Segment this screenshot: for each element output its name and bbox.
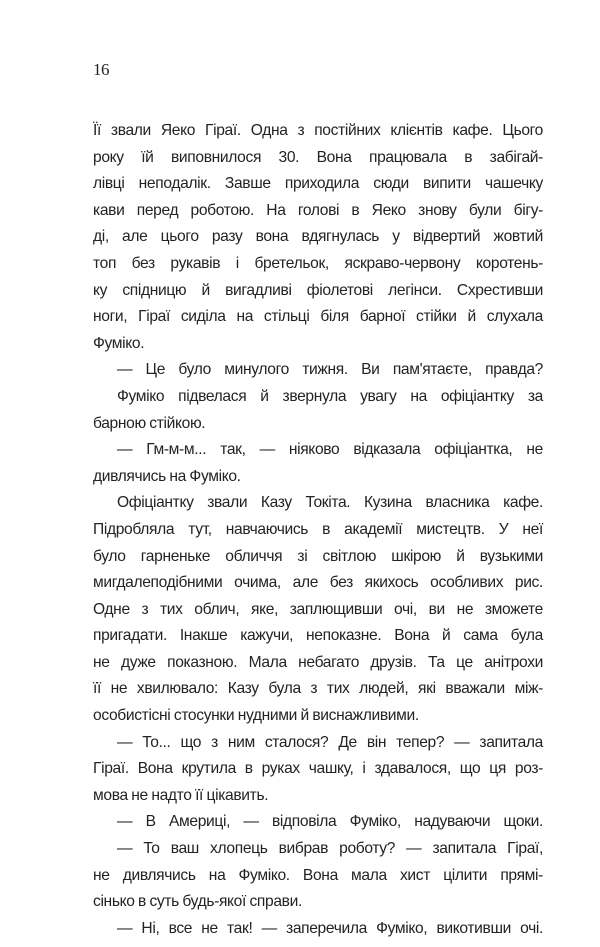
- text-line: не дуже показною. Мала небагато друзів. Та це анітрохи: [93, 653, 543, 671]
- text-line: ноги, Гіраї сиділа на стільці біля барної стійки й слухала: [93, 308, 543, 326]
- text-line: року їй виповнилося 30. Вона працювала в забігай-: [93, 148, 543, 166]
- page-number: 16: [93, 60, 109, 79]
- text-line: — Гм-м-м... так, — ніяково відказала офіціантка, не: [117, 441, 543, 459]
- text-line: Офіціантку звали Казу Токіта. Кузина власника кафе.: [117, 494, 543, 512]
- text-line: — То ваш хлопець вибрав роботу? — запитала Гіраї,: [117, 840, 543, 858]
- text-line: кави перед роботою. На голові в Яеко знову були бігу-: [93, 201, 543, 219]
- text-line: дивлячись на Фуміко.: [93, 467, 241, 485]
- text-line: лівці неподалік. Завше приходила сюди випити чашечку: [93, 175, 543, 193]
- text-line: не дивлячись на Фуміко. Вона мала хист цілити прямі-: [93, 866, 543, 884]
- text-line: Підробляла тут, навчаючись в академії мистецтв. У неї: [93, 520, 543, 538]
- text-line: ді, але цього разу вона вдягнулась у відвертий жовтий: [93, 228, 543, 246]
- text-line: Одне з тих облич, яке, заплющивши очі, ви не зможете: [93, 600, 543, 618]
- text-line: — Це було минулого тижня. Ви пам'ятаєте, правда?: [117, 361, 543, 379]
- text-line: було гарненьке обличчя зі світлою шкірою й вузькими: [93, 547, 543, 565]
- text-line: топ без рукавів і бретельок, яскраво-червону коротень-: [93, 254, 543, 272]
- text-line: мова не надто її цікавить.: [93, 786, 269, 804]
- text-line: Фуміко.: [93, 334, 145, 352]
- text-line: — Ні, все не так! — заперечила Фуміко, викотивши очі.: [117, 919, 543, 937]
- text-line: мигдалеподібними очима, але без якихось особливих рис.: [93, 574, 543, 592]
- text-line: Її звали Яеко Гіраї. Одна з постійних клієнтів кафе. Цього: [93, 122, 543, 139]
- body-text: [93, 118, 543, 942]
- text-line: — В Америці, — відповіла Фуміко, надуваючи щоки.: [117, 813, 543, 831]
- text-line: пригадати. Інакше кажучи, непоказне. Вона й сама була: [93, 627, 543, 645]
- text-line: — То... що з ним сталося? Де він тепер? — запитала: [117, 733, 543, 751]
- text-line: барною стійкою.: [93, 414, 206, 432]
- text-line: Фуміко підвелася й звернула увагу на офіціантку за: [117, 387, 543, 405]
- text-line: її не хвилювало: Казу була з тих людей, які вважали між-: [93, 680, 543, 698]
- text-line: Гіраї. Вона крутила в руках чашку, і здавалося, що ця роз-: [93, 760, 543, 778]
- text-line: сінько в суть будь-якої справи.: [93, 893, 302, 911]
- text-line: особистісні стосунки нудними й виснажливими.: [93, 707, 419, 725]
- text-line: ку спідницю й вигадливі фіолетові легінси. Схрестивши: [93, 281, 543, 299]
